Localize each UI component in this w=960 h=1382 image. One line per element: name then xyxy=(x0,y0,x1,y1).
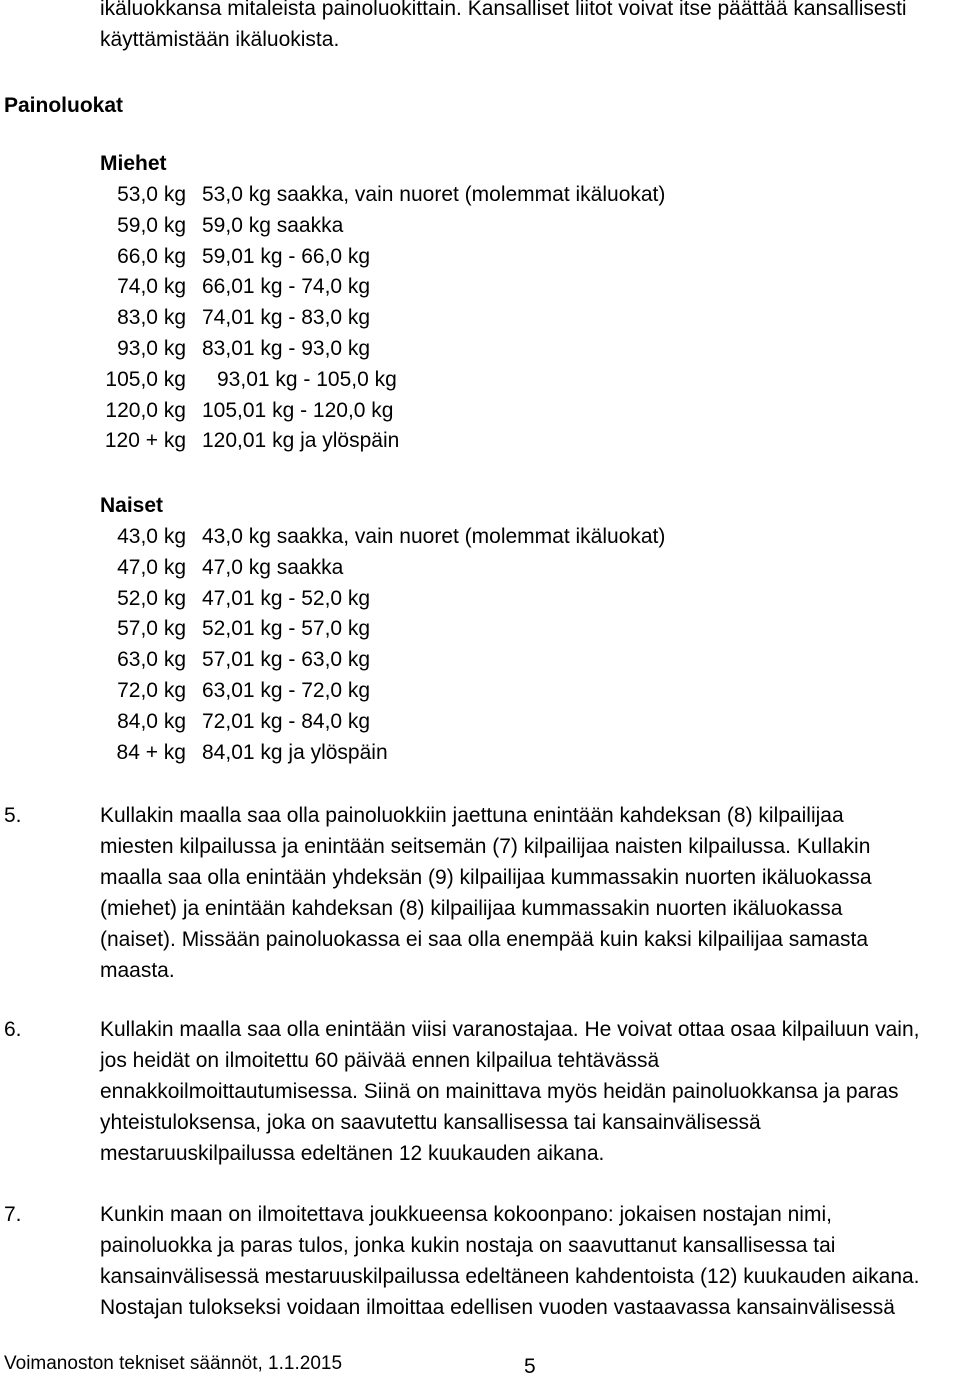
weight-class-row xyxy=(100,644,960,675)
weight-class-row xyxy=(100,179,960,210)
weight-class: 84 + kg xyxy=(116,740,186,764)
weight-class-row xyxy=(100,521,960,552)
weight-range: 59,0 kg saakka xyxy=(202,213,344,237)
weight-range: 84,01 kg ja ylöspäin xyxy=(202,740,388,764)
paragraph-line: ennakkoilmoittautumisessa. Siinä on mainittava myös heidän painoluokkansa ja paras xyxy=(100,1080,899,1103)
weight-class: 63,0 kg xyxy=(117,648,186,672)
paragraph-line: mestaruuskilpailussa edeltänen 12 kuukauden aikana. xyxy=(100,1142,605,1165)
men-label: Miehet xyxy=(100,152,167,175)
section-heading: Painoluokat xyxy=(4,94,124,117)
weight-class: 43,0 kg xyxy=(117,525,186,548)
paragraph-line: (naiset). Missään painoluokassa ei saa olla enempää kuin kaksi kilpailijaa samasta xyxy=(100,928,869,951)
men-weight-classes xyxy=(100,148,960,456)
paragraph-line: Kullakin maalla saa olla painoluokkiin jaettuna enintään kahdeksan (8) kilpailijaa xyxy=(100,804,844,827)
paragraph-number: 7. xyxy=(4,1203,22,1226)
weight-class-row xyxy=(100,271,960,302)
page-number: 5 xyxy=(524,1355,536,1378)
paragraph-number: 5. xyxy=(4,804,22,827)
weight-class: 47,0 kg xyxy=(117,555,186,579)
paragraph-line: (miehet) ja enintään kahdeksan (8) kilpailijaa kummassakin nuorten ikäluokassa xyxy=(100,897,843,920)
paragraph-text xyxy=(100,1199,960,1323)
paragraph-line: jos heidät on ilmoitettu 60 päivää ennen kilpailua tehtävässä xyxy=(100,1049,660,1072)
paragraph-line: painoluokka ja paras tulos, jonka kukin nostaja on saavuttanut kansallisessa tai xyxy=(100,1234,836,1257)
weight-range: 83,01 kg - 93,0 kg xyxy=(202,336,371,360)
paragraph-text xyxy=(100,800,960,986)
weight-class-row xyxy=(100,552,960,583)
paragraph-line: Kunkin maan on ilmoitettava joukkueensa kokoonpano: jokaisen nostajan nimi, xyxy=(100,1203,832,1226)
paragraph-line: kansainvälisessä mestaruuskilpailussa edeltäneen kahdentoista (12) kuukauden aikana. xyxy=(100,1265,920,1288)
women-label: Naiset xyxy=(100,494,164,517)
women-weight-classes xyxy=(100,490,960,767)
weight-class: 52,0 kg xyxy=(117,586,186,610)
paragraph-text xyxy=(100,1014,960,1169)
weight-class-row xyxy=(100,241,960,272)
weight-range: 66,01 kg - 74,0 kg xyxy=(202,275,371,299)
paragraph-line: maasta. xyxy=(100,959,175,982)
weight-class-row xyxy=(100,613,960,644)
paragraph-number: 6. xyxy=(4,1018,22,1041)
weight-range: 52,01 kg - 57,0 kg xyxy=(202,617,371,641)
weight-class-row xyxy=(100,210,960,241)
intro-text xyxy=(100,0,960,55)
weight-range: 57,01 kg - 63,0 kg xyxy=(202,648,371,672)
weight-class: 83,0 kg xyxy=(117,306,186,330)
weight-class-row xyxy=(100,675,960,706)
weight-range: 43,0 kg saakka, vain nuoret (molemmat ikäluokat) xyxy=(202,525,666,548)
weight-range: 72,01 kg - 84,0 kg xyxy=(202,709,371,733)
weight-class: 57,0 kg xyxy=(117,617,186,641)
weight-range: 63,01 kg - 72,0 kg xyxy=(202,678,371,702)
weight-range: 59,01 kg - 66,0 kg xyxy=(202,244,371,268)
weight-range: 93,01 kg - 105,0 kg xyxy=(217,367,397,391)
weight-class: 120,0 kg xyxy=(105,398,186,422)
weight-class-row xyxy=(100,583,960,614)
weight-class: 74,0 kg xyxy=(117,275,186,299)
paragraph-line: Nostajan tulokseksi voidaan ilmoittaa edellisen vuoden vastaavassa kansainvälisessä xyxy=(100,1296,895,1319)
weight-range: 53,0 kg saakka, vain nuoret (molemmat ikäluokat) xyxy=(202,183,666,206)
weight-class: 59,0 kg xyxy=(117,213,186,237)
weight-class-row xyxy=(100,364,960,395)
weight-class-row xyxy=(100,425,960,456)
weight-range: 120,01 kg ja ylöspäin xyxy=(202,429,400,453)
weight-class: 105,0 kg xyxy=(105,367,186,391)
paragraph-line: maalla saa olla enintään yhdeksän (9) kilpailijaa kummassakin nuorten ikäluokassa xyxy=(100,866,872,889)
weight-range: 105,01 kg - 120,0 kg xyxy=(202,398,394,422)
weight-class: 66,0 kg xyxy=(117,244,186,268)
weight-range: 47,0 kg saakka xyxy=(202,555,344,579)
paragraph-line: yhteistuloksensa, joka on saavutettu kansallisessa tai kansainvälisessä xyxy=(100,1111,761,1134)
weight-range: 74,01 kg - 83,0 kg xyxy=(202,306,371,330)
weight-class-row xyxy=(100,302,960,333)
weight-class: 53,0 kg xyxy=(117,183,186,206)
weight-class-row xyxy=(100,706,960,737)
intro-line: ikäluokkansa mitaleista painoluokittain. Kansalliset liitot voivat itse päättää kansallisesti xyxy=(100,0,907,20)
intro-line: käyttämistään ikäluokista. xyxy=(100,28,340,51)
weight-class: 93,0 kg xyxy=(117,336,186,360)
weight-class: 84,0 kg xyxy=(117,709,186,733)
weight-class-row xyxy=(100,333,960,364)
weight-class: 120 + kg xyxy=(104,429,186,453)
weight-class-row xyxy=(100,737,960,768)
footer-document-title: Voimanoston tekniset säännöt, 1.1.2015 xyxy=(4,1353,343,1374)
weight-range: 47,01 kg - 52,0 kg xyxy=(202,586,371,610)
weight-class: 72,0 kg xyxy=(117,678,186,702)
weight-class-row xyxy=(100,395,960,426)
paragraph-line: Kullakin maalla saa olla enintään viisi varanostajaa. He voivat ottaa osaa kilpailuun vain, xyxy=(100,1018,920,1041)
paragraph-line: miesten kilpailussa ja enintään seitsemän (7) kilpailijaa naisten kilpailussa. Kullakin xyxy=(100,835,871,858)
